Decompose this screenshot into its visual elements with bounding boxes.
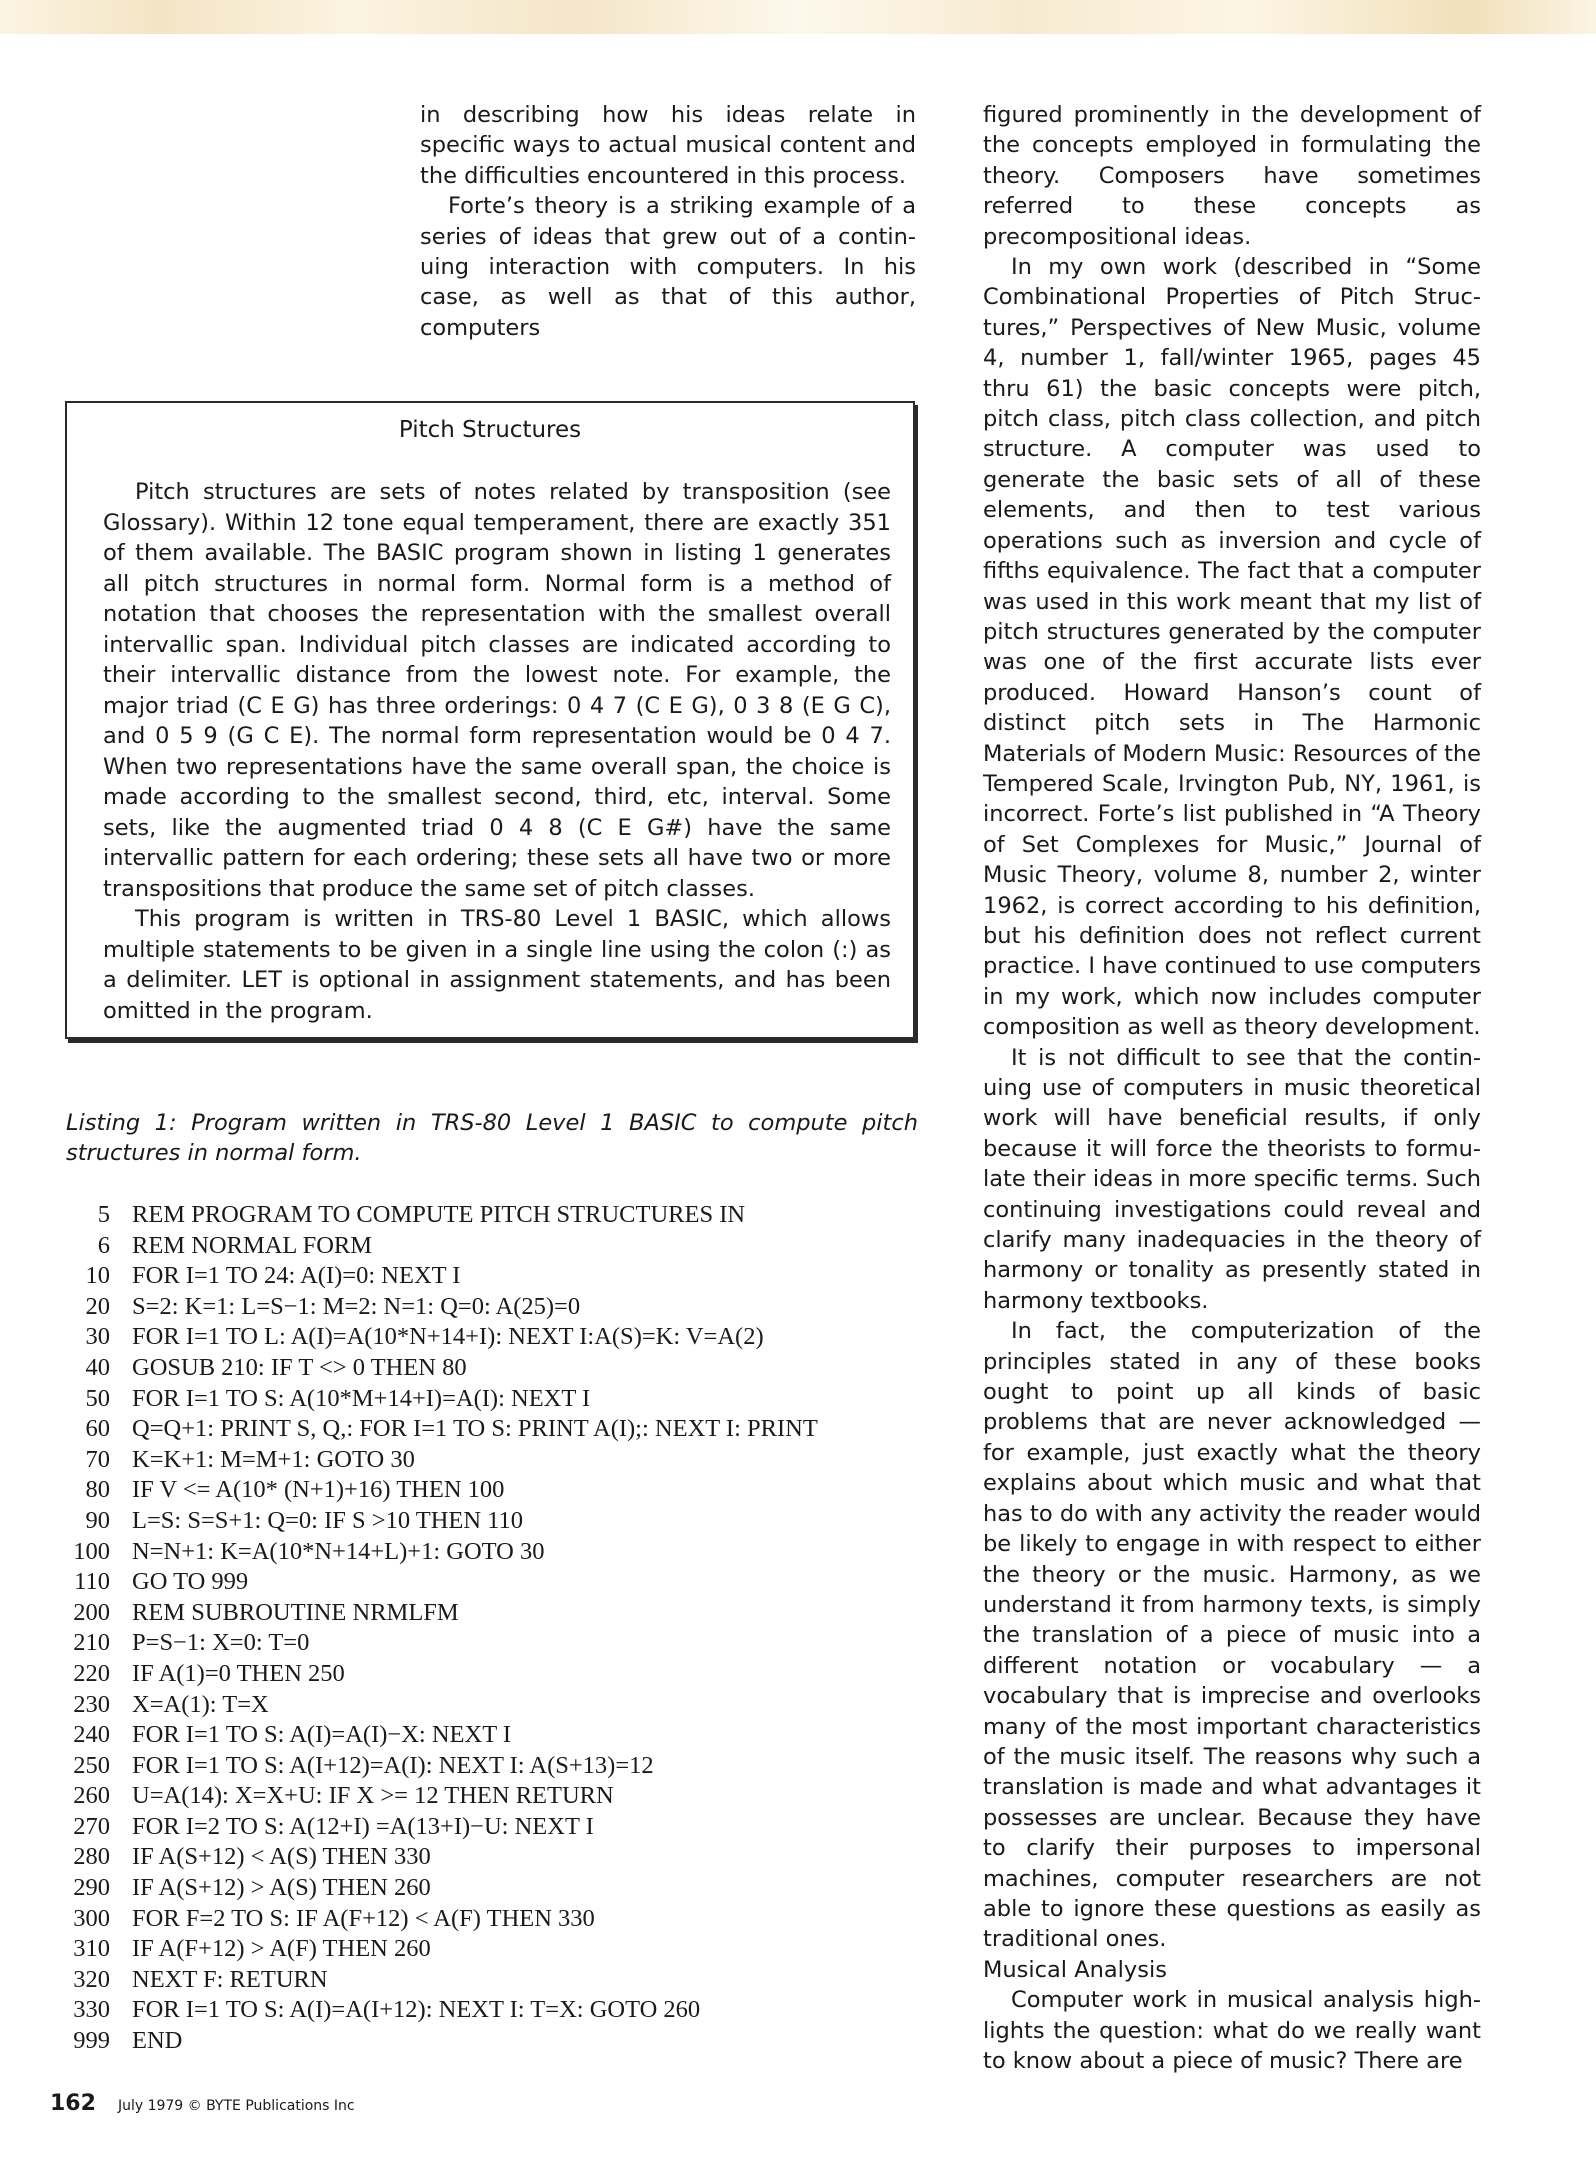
line-number: 30 — [85, 1323, 110, 1351]
listing-line — [58, 1414, 818, 1445]
line-code: FOR I=1 TO 24: A(I)=0: NEXT I — [132, 1262, 461, 1290]
listing-line — [58, 1231, 818, 1262]
top-edge-band — [0, 0, 1596, 34]
line-number: 220 — [73, 1659, 110, 1687]
line-number: 310 — [73, 1935, 110, 1963]
sidebar-title: Pitch Structures — [398, 417, 582, 443]
listing-line — [58, 1384, 818, 1415]
line-number: 210 — [73, 1629, 110, 1657]
listing-line — [58, 1690, 818, 1721]
listing-line — [58, 1751, 818, 1782]
listing-line — [58, 1322, 818, 1353]
listing-line — [58, 1353, 818, 1384]
listing-line — [58, 1261, 818, 1292]
line-code: N=N+1: K=A(10*N+14+L)+1: GOTO 30 — [132, 1537, 545, 1565]
listing-line — [58, 1873, 818, 1904]
listing-line — [58, 1537, 818, 1568]
line-number: 250 — [73, 1751, 110, 1779]
line-number: 320 — [73, 1965, 110, 1993]
line-number: 280 — [73, 1843, 110, 1871]
listing-line — [58, 1934, 818, 1965]
program-listing — [58, 1200, 818, 2057]
line-number: 40 — [85, 1353, 110, 1381]
listing-line — [58, 1598, 818, 1629]
line-number: 110 — [74, 1568, 110, 1596]
line-code: FOR F=2 TO S: IF A(F+12) < A(F) THEN 330 — [132, 1904, 595, 1932]
line-code: END — [132, 2027, 183, 2055]
line-code: IF V <= A(10* (N+1)+16) THEN 100 — [132, 1476, 505, 1504]
paragraph: Forte’s theory is a striking example of a series of ideas that grew out of a continuing interaction with computers. In his case, as well as that of this author, computers — [420, 193, 916, 341]
listing-line — [58, 1995, 818, 2026]
line-code: REM SUBROUTINE NRMLFM — [132, 1598, 459, 1626]
line-code: Q=Q+1: PRINT S, Q,: FOR I=1 TO S: PRINT A(I);: NEXT I: PRINT — [132, 1415, 818, 1443]
paragraph: In fact, the computerization of the principles stated in any of these books ought to point up all kinds of basic problems that are never acknowledged — for example, just exactly what the theory explains about which music and what that has to do with any activity the reader would be likely to engage in with respect to either the theory or the music. Harmony, as we understand it from harmony texts, is simply the translation of a piece of music into a different notation or vocabulary — a vocabulary that is imprecise and overlooks many of the most important characteristics of the music itself. The reasons why such a translation is made and what advantages it possesses are unclear. Because they have to clarify their purposes to impersonal machines, computer researchers are not able to ignore these questions as easily as traditional ones. — [983, 1318, 1481, 1953]
line-code: IF A(S+12) > A(S) THEN 260 — [132, 1874, 431, 1902]
page-footer — [50, 2091, 355, 2116]
line-number: 200 — [73, 1598, 110, 1626]
line-number: 6 — [97, 1231, 110, 1259]
line-number: 240 — [73, 1721, 110, 1749]
listing-line — [58, 1475, 818, 1506]
line-code: FOR I=1 TO S: A(I+12)=A(I): NEXT I: A(S+13)=12 — [132, 1751, 654, 1779]
line-number: 80 — [85, 1476, 110, 1504]
line-code: IF A(F+12) > A(F) THEN 260 — [132, 1935, 431, 1963]
section-heading: Musical Analysis — [983, 1956, 1167, 1983]
listing-line — [58, 1200, 818, 1231]
sidebar-paragraph: This program is written in TRS-80 Level 1 BASIC, which allows multiple statements to be given in a single line using the colon (:) as a delimiter. LET is optional in assignment statements, and has been omitted in the program. — [103, 906, 891, 1024]
line-code: U=A(14): X=X+U: IF X >= 12 THEN RETURN — [132, 1782, 614, 1810]
line-code: FOR I=1 TO S: A(I)=A(I)−X: NEXT I — [132, 1721, 511, 1749]
line-number: 70 — [85, 1445, 110, 1473]
listing-line — [58, 1292, 818, 1323]
line-code: X=A(1): T=X — [132, 1690, 269, 1718]
line-code: GOSUB 210: IF T <> 0 THEN 80 — [132, 1353, 467, 1381]
line-code: S=2: K=1: L=S−1: M=2: N=1: Q=0: A(25)=0 — [132, 1292, 581, 1320]
listing-line — [58, 1628, 818, 1659]
line-number: 10 — [85, 1262, 110, 1290]
line-code: NEXT F: RETURN — [132, 1965, 328, 1993]
line-number: 50 — [85, 1384, 110, 1412]
line-number: 300 — [73, 1904, 110, 1932]
line-code: GO TO 999 — [132, 1568, 249, 1596]
line-code: P=S−1: X=0: T=0 — [132, 1629, 310, 1657]
listing-line — [58, 1965, 818, 1996]
listing-line — [58, 1812, 818, 1843]
line-code: FOR I=1 TO S: A(I)=A(I+12): NEXT I: T=X: GOTO 260 — [132, 1996, 701, 2024]
listing-line — [58, 1567, 818, 1598]
line-number: 5 — [97, 1201, 110, 1228]
listing-line — [58, 1842, 818, 1873]
listing-caption: Listing 1: Program written in TRS-80 Level 1 BASIC to compute pitch structures in normal form. — [66, 1110, 918, 1166]
line-number: 330 — [73, 1996, 110, 2024]
line-code: L=S: S=S+1: Q=0: IF S >10 THEN 110 — [132, 1506, 524, 1534]
article-column-right — [983, 100, 1481, 2076]
line-code: IF A(1)=0 THEN 250 — [132, 1659, 345, 1687]
line-number: 230 — [73, 1690, 110, 1718]
listing-line — [58, 1781, 818, 1812]
line-number: 999 — [73, 2027, 110, 2055]
sidebar-paragraph: Pitch structures are sets of notes related by transposition (see Glossary). Within 12 tone equal temperament, there are exactly 351 of them available. The BASIC program shown in listing 1 generates all pitch structures in normal form. Normal form is a method of notation that chooses the representation with the smallest overall intervallic span. Individual pitch classes are indicated according to their intervallic distance from the lowest note. For example, the major triad (C E G) has three orderings: 0 4 7 (C E G), 0 3 8 (E G C), and 0 5 9 (G C E). The normal form representation would be 0 4 7. When two representations have the same overall span, the choice is made according to the smallest second, third, etc, interval. Some sets, like the augmented triad 0 4 8 (C E G#) have the same intervallic pattern for each ordering; these sets all have two or more transpositions that produce the same set of pitch classes. — [103, 479, 891, 902]
line-number: 60 — [85, 1415, 110, 1443]
line-number: 20 — [85, 1292, 110, 1320]
line-code: REM PROGRAM TO COMPUTE PITCH STRUCTURES IN — [132, 1201, 746, 1228]
listing-line — [58, 1445, 818, 1476]
line-number: 290 — [73, 1874, 110, 1902]
page-number: 162 — [50, 2091, 96, 2116]
sidebar-box-pitch-structures — [65, 401, 915, 1039]
publication-line: July 1979 © BYTE Publications Inc — [117, 2098, 355, 2114]
paragraph: It is not difficult to see that the continuing use of computers in music theoretical work will have beneficial results, if only because it will force the theorists to formulate their ideas in more specific terms. Such continuing investigations could reveal and clarify many inadequacies in the theory of harmony or tonality as presently stated in harmony textbooks. — [983, 1044, 1481, 1314]
line-code: K=K+1: M=M+1: GOTO 30 — [132, 1445, 415, 1473]
line-code: FOR I=1 TO S: A(10*M+14+I)=A(I): NEXT I — [132, 1384, 591, 1412]
listing-line — [58, 1506, 818, 1537]
line-code: IF A(S+12) < A(S) THEN 330 — [132, 1843, 431, 1871]
paragraph: figured prominently in the development of the concepts employed in formulating the theory. Composers have sometimes referred to these concepts as precompositional ideas. — [983, 102, 1481, 250]
line-code: REM NORMAL FORM — [132, 1231, 373, 1259]
listing-line — [58, 2026, 818, 2057]
listing-line — [58, 1659, 818, 1690]
line-number: 100 — [73, 1537, 110, 1565]
article-column-top — [420, 100, 916, 343]
line-code: FOR I=1 TO L: A(I)=A(10*N+14+I): NEXT I:A(S)=K: V=A(2) — [132, 1323, 764, 1351]
listing-line — [58, 1904, 818, 1935]
paragraph: In my own work (described in “Some Combinational Properties of Pitch Structures,” Perspectives of New Music, volume 4, number 1, fall/winter 1965, pages 45 thru 61) the basic concepts were pitch, pitch class, pitch class collection, and pitch structure. A computer was used to generate the basic sets of all of these elements, and then to test various operations such as inversion and cycle of fifths equivalence. The fact that a computer was used in this work meant that my list of pitch structures generated by the computer was one of the first accurate lists ever produced. Howard Hanson’s count of distinct pitch sets in The Harmonic Materials of Modern Music: Resources of the Tempered Scale, Irvington Pub, NY, 1961, is incorrect. Forte’s list published in “A Theory of Set Complexes for Music,” Journal of Music Theory, volume 8, number 2, winter 1962, is correct according to his definition, but his definition does not reflect current practice. I have continued to use computers in my work, which now includes computer composition as well as theory development. — [983, 254, 1481, 1041]
line-number: 270 — [73, 1812, 110, 1840]
line-number: 260 — [73, 1782, 110, 1810]
line-number: 90 — [85, 1506, 110, 1534]
paragraph: Computer work in musical analysis highlights the question: what do we really want to know about a piece of music? There are — [983, 1987, 1481, 2074]
sidebar-body — [103, 477, 891, 1026]
paragraph: in describing how his ideas relate in specific ways to actual musical content and the difficulties encountered in this process. — [420, 102, 916, 189]
listing-line — [58, 1720, 818, 1751]
line-code: FOR I=2 TO S: A(12+I) =A(13+I)−U: NEXT I — [132, 1812, 594, 1840]
